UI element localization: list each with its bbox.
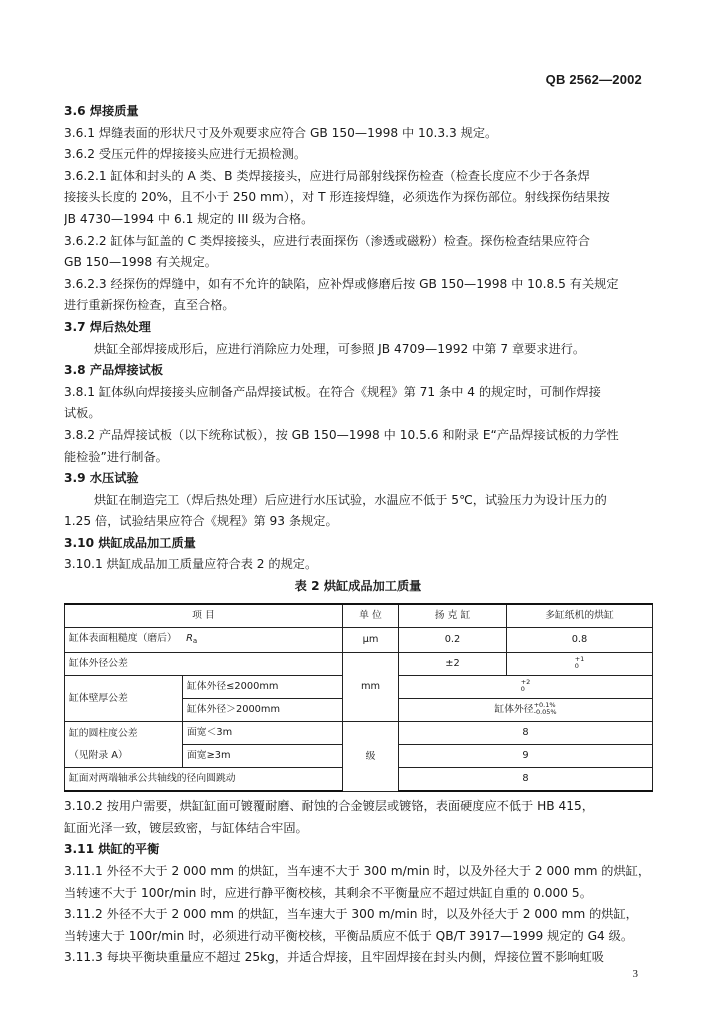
clause-3-11-1-line-1: 3.11.1 外径不大于 2 000 mm 的烘缸，当车速不大于 300 m/min 时，以及外径大于 2 000 mm 的烘缸， bbox=[64, 864, 651, 879]
header-yankee: 扬 克 缸 bbox=[399, 604, 507, 628]
clause-3-9-line-2: 1.25 倍，试验结果应符合《规程》第 93 条规定。 bbox=[64, 514, 338, 529]
header-multi: 多缸纸机的烘缸 bbox=[507, 604, 653, 628]
clause-3-7-body: 烘缸全部焊接成形后，应进行消除应力处理，可参照 JB 4709—1992 中第 7 章要求进行。 bbox=[94, 341, 586, 356]
row-roughness-multi: 0.8 bbox=[507, 627, 653, 653]
row-wall-cond2: 缸体外径＞2000mm bbox=[183, 699, 343, 722]
section-3-10-title: 3.10 烘缸成品加工质量 bbox=[64, 535, 196, 550]
row-runout-val: 8 bbox=[399, 768, 653, 792]
clause-3-6-2: 3.6.2 受压元件的焊接接头应进行无损检测。 bbox=[64, 147, 307, 162]
clause-3-8-2-line-2: 能检验”进行制备。 bbox=[64, 449, 168, 464]
row-diameter-multi: +1 0 bbox=[507, 653, 653, 676]
row-wall-val2: 缸体外径+0.1% -0.05% bbox=[399, 699, 653, 722]
header-unit: 单 位 bbox=[343, 604, 399, 628]
row-cyl-val2: 9 bbox=[399, 745, 653, 768]
row-wall-group: 缸体壁厚公差 bbox=[65, 676, 183, 722]
table-row bbox=[65, 653, 653, 676]
row-diameter-item: 缸体外径公差 bbox=[65, 653, 343, 676]
row-cyl-group: 缸的圆柱度公差 （见附录 A） bbox=[65, 722, 183, 768]
standard-number: QB 2562—2002 bbox=[545, 72, 642, 87]
clause-3-6-1: 3.6.1 焊缝表面的形状尺寸及外观要求应符合 GB 150—1998 中 10.3.3 规定。 bbox=[64, 125, 498, 140]
row-grade-unit: 级 bbox=[343, 722, 399, 792]
page-number: 3 bbox=[632, 968, 638, 980]
clause-3-6-2-3-line-1: 3.6.2.3 经探伤的焊缝中，如有不允许的缺陷，应补焊或修磨后按 GB 150—1998 中 10.8.5 有关规定 bbox=[64, 276, 619, 291]
row-runout-item: 缸面对两端轴承公共轴线的径向圆跳动 bbox=[65, 768, 343, 792]
clause-3-6-2-1-line-1: 3.6.2.1 缸体和封头的 A 类、B 类焊接接头，应进行局部射线探伤检查（检查长度应不少于各条焊 bbox=[64, 168, 590, 183]
quality-table bbox=[64, 603, 653, 793]
clause-3-11-3-line-1: 3.11.3 每块平衡块重量应不超过 25kg，并适合焊接，且牢固焊接在封头内侧，焊接位置不影响虹吸 bbox=[64, 950, 604, 965]
clause-3-6-2-1-line-2: 接接头长度的 20%，且不小于 250 mm），对 T 形连接焊缝，必须选作为探伤部位。射线探伤结果按 bbox=[64, 190, 610, 205]
clause-3-8-2-line-1: 3.8.2 产品焊接试板（以下统称试板），按 GB 150—1998 中 10.5.6 和附录 E“产品焊接试板的力学性 bbox=[64, 427, 619, 442]
row-wall-val1: +2 0 bbox=[399, 676, 653, 699]
clause-3-6-2-2-line-2: GB 150—1998 有关规定。 bbox=[64, 255, 217, 270]
header-item: 项 目 bbox=[65, 604, 343, 628]
section-3-11-title: 3.11 烘缸的平衡 bbox=[64, 842, 160, 857]
clause-3-10-2-line-2: 缸面光泽一致，镀层致密，与缸体结合牢固。 bbox=[64, 820, 308, 835]
clause-3-10-1: 3.10.1 烘缸成品加工质量应符合表 2 的规定。 bbox=[64, 557, 318, 572]
clause-3-6-2-3-line-2: 进行重新探伤检查，直至合格。 bbox=[64, 298, 235, 313]
clause-3-11-2-line-2: 当转速大于 100r/min 时，必须进行动平衡校核，平衡品质应不低于 QB/T 3917—1999 规定的 G4 级。 bbox=[64, 928, 634, 943]
clause-3-8-1-line-2: 试板。 bbox=[64, 406, 101, 421]
row-diameter-yankee: ±2 bbox=[399, 653, 507, 676]
roughness-symbol: R bbox=[186, 632, 193, 644]
clause-3-10-2-line-1: 3.10.2 按用户需要，烘缸缸面可镀覆耐磨、耐蚀的合金镀层或镀铬，表面硬度应不低于 HB 415， bbox=[64, 799, 594, 814]
clause-3-6-2-2-line-1: 3.6.2.2 缸体与缸盖的 C 类焊接接头，应进行表面探伤（渗透或磁粉）检查。探伤检查结果应符合 bbox=[64, 233, 590, 248]
section-3-9-title: 3.9 水压试验 bbox=[64, 471, 139, 486]
section-3-7-title: 3.7 焊后热处理 bbox=[64, 319, 151, 334]
table-row bbox=[65, 627, 653, 653]
table-header-row bbox=[65, 604, 653, 628]
row-cyl-cond2: 面宽≥3m bbox=[183, 745, 343, 768]
clause-3-8-1-line-1: 3.8.1 缸体纵向焊接接头应制备产品焊接试板。在符合《规程》第 71 条中 4 的规定时，可制作焊接 bbox=[64, 384, 601, 399]
row-roughness-item: 缸体表面粗糙度（磨后） $R_a$ bbox=[65, 627, 343, 653]
section-3-8-title: 3.8 产品焊接试板 bbox=[64, 363, 163, 378]
row-wall-cond1: 缸体外径≤2000mm bbox=[183, 676, 343, 699]
table-caption: 表 2 烘缸成品加工质量 bbox=[294, 579, 422, 594]
clause-3-9-line-1: 烘缸在制造完工（焊后热处理）后应进行水压试验，水温应不低于 5℃，试验压力为设计压力的 bbox=[94, 492, 607, 507]
section-3-6-title: 3.6 焊接质量 bbox=[64, 104, 139, 118]
clause-3-11-1-line-2: 当转速不大于 100r/min 时，应进行静平衡校核，其剩余不平衡量应不超过烘缸自重的 0.000 5。 bbox=[64, 885, 592, 900]
clause-3-11-2-line-1: 3.11.2 外径不大于 2 000 mm 的烘缸，当车速大于 300 m/min 时，以及外径大于 2 000 mm 的烘缸， bbox=[64, 907, 638, 922]
row-mm-unit: mm bbox=[343, 653, 399, 722]
clause-3-6-2-1-line-3: JB 4730—1994 中 6.1 规定的 III 级为合格。 bbox=[64, 211, 314, 226]
row-cyl-cond1: 面宽＜3m bbox=[183, 722, 343, 745]
row-cyl-val1: 8 bbox=[399, 722, 653, 745]
table-row bbox=[65, 722, 653, 745]
body-text bbox=[64, 101, 652, 969]
row-roughness-unit: μm bbox=[343, 627, 399, 653]
row-roughness-yankee: 0.2 bbox=[399, 627, 507, 653]
